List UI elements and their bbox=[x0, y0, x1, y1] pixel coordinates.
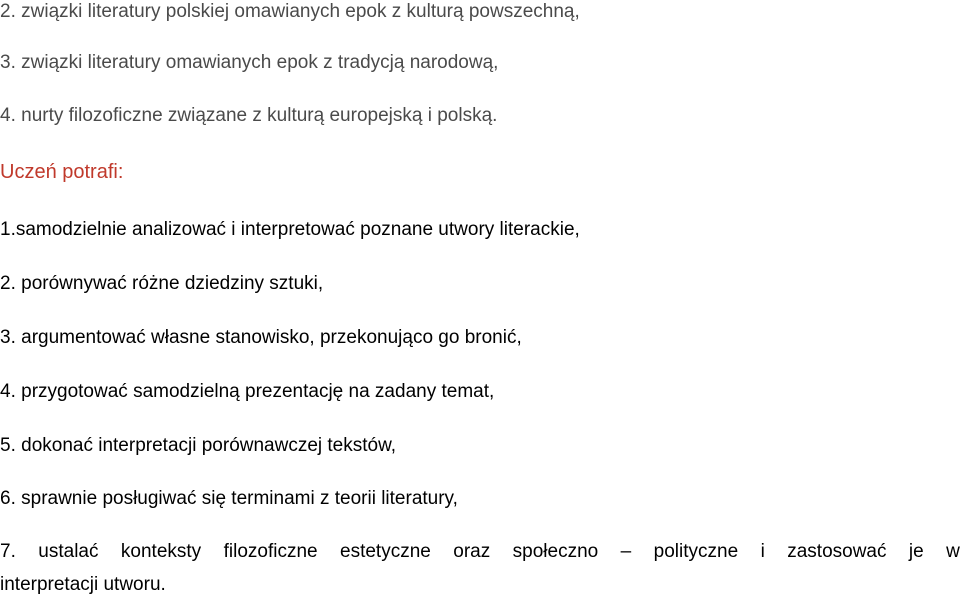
skill7-word: estetyczne bbox=[340, 541, 431, 562]
skill7-word: zastosować bbox=[787, 541, 887, 562]
intro-item-3: 3. związki literatury omawianych epok z tradycją narodową, bbox=[0, 52, 499, 73]
skill7-word: – bbox=[620, 541, 632, 562]
skill7-word: 7. bbox=[0, 541, 16, 562]
skill7-word: i bbox=[760, 541, 765, 562]
skill7-word: ustalać bbox=[38, 541, 99, 562]
skill7-word: filozoficzne bbox=[223, 541, 318, 562]
skill7-word: społeczno bbox=[512, 541, 599, 562]
intro-item-2: 2. związki literatury polskiej omawianych epok z kulturą powszechną, bbox=[0, 1, 580, 22]
intro-item-4: 4. nurty filozoficzne związane z kulturą europejską i polską. bbox=[0, 105, 498, 126]
skill7-word: polityczne bbox=[653, 541, 739, 562]
skill7-word: je bbox=[908, 541, 924, 562]
skill7-word: oraz bbox=[453, 541, 491, 562]
section-heading: Uczeń potrafi: bbox=[0, 161, 124, 183]
skill-item-7-continuation: interpretacji utworu. bbox=[0, 574, 166, 595]
skill-item-7 bbox=[0, 540, 960, 564]
skill-item-2: 2. porównywać różne dziedziny sztuki, bbox=[0, 273, 324, 294]
skill7-word: konteksty bbox=[120, 541, 202, 562]
skill-item-1: 1.samodzielnie analizować i interpretować poznane utwory literackie, bbox=[0, 219, 580, 240]
skill-item-6: 6. sprawnie posługiwać się terminami z teorii literatury, bbox=[0, 488, 458, 509]
skill-item-3: 3. argumentować własne stanowisko, przekonująco go bronić, bbox=[0, 327, 522, 348]
skill7-word: w bbox=[946, 541, 960, 562]
skill-item-4: 4. przygotować samodzielną prezentację na zadany temat, bbox=[0, 381, 495, 402]
skill-item-5: 5. dokonać interpretacji porównawczej tekstów, bbox=[0, 435, 397, 456]
